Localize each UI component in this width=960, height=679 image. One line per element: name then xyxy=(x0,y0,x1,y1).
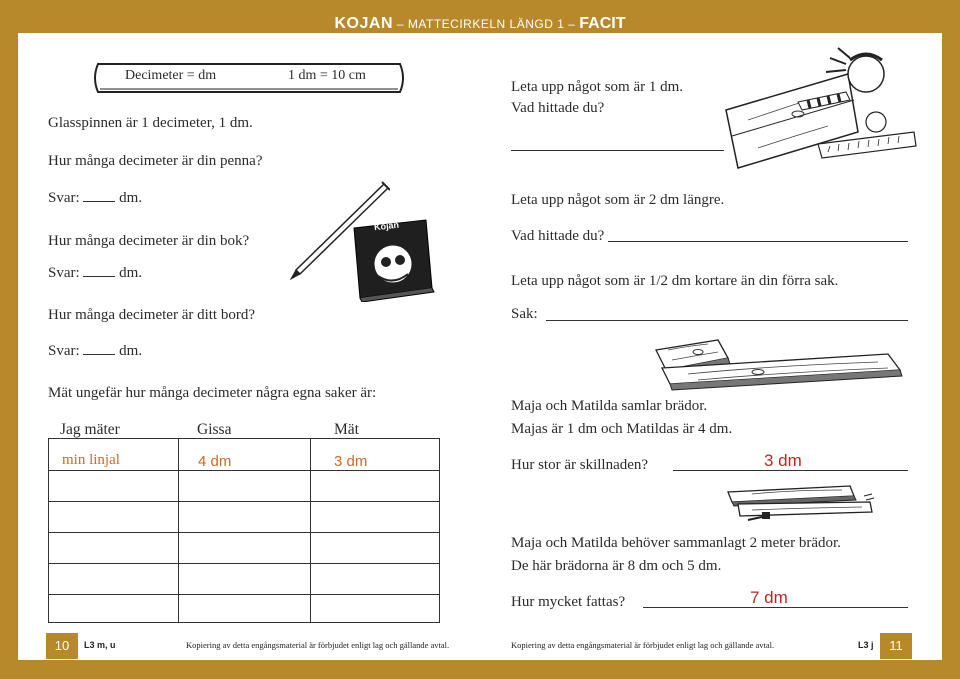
measure-intro: Mät ungefär hur många decimeter några egna saker är: xyxy=(48,385,377,401)
page-number-left: 10 xyxy=(46,633,78,659)
table-header-result: Mät xyxy=(334,421,359,438)
svar-label: Svar: xyxy=(48,265,80,281)
svar-label: Svar: xyxy=(48,190,80,206)
table-cell-guess: 4 dm xyxy=(198,453,232,470)
intro-text: Glasspinnen är 1 decimeter, 1 dm. xyxy=(48,115,253,131)
book-title: Kojan xyxy=(373,219,400,233)
answer-blank[interactable] xyxy=(83,353,115,355)
answer-pen-row xyxy=(48,190,142,207)
svar-label: Svar: xyxy=(48,343,80,359)
table-row-line xyxy=(48,563,440,564)
svar-unit: dm. xyxy=(119,190,143,206)
answer-book-row xyxy=(48,265,142,282)
page-number-right: 11 xyxy=(880,633,912,659)
problem2-line1: Maja och Matilda behöver sammanlagt 2 meter brädor. xyxy=(511,535,841,551)
table-row-line xyxy=(48,594,440,595)
task2-line2: Vad hittade du? xyxy=(511,228,605,244)
task3-label: Sak: xyxy=(511,306,538,322)
two-planks-illustration xyxy=(648,336,908,394)
question-book: Hur många decimeter är din bok? xyxy=(48,233,250,249)
task3-answer-line[interactable] xyxy=(546,320,908,321)
svar-unit: dm. xyxy=(119,265,143,281)
planks-hammer-illustration xyxy=(722,482,882,528)
table-row-line xyxy=(48,470,440,471)
problem1-question: Hur stor är skillnaden? xyxy=(511,457,649,473)
task1-line1: Leta upp något som är 1 dm. xyxy=(511,79,684,95)
code-left: L3 m, u xyxy=(84,640,116,650)
banner-right-text: 1 dm = 10 cm xyxy=(288,68,366,83)
bottom-frame xyxy=(0,660,960,679)
question-table: Hur många decimeter är ditt bord? xyxy=(48,307,255,323)
header xyxy=(0,0,960,33)
svar-unit: dm. xyxy=(119,343,143,359)
book-icon xyxy=(348,218,436,302)
answer-blank[interactable] xyxy=(83,275,115,277)
problem1-line1: Maja och Matilda samlar brädor. xyxy=(511,398,708,414)
table-col-divider xyxy=(310,438,311,623)
footer-bg xyxy=(18,630,942,660)
copyright-left: Kopiering av detta engångsmaterial är förbjudet enligt lag och gällande avtal. xyxy=(186,640,450,650)
table-row-line xyxy=(48,501,440,502)
task2-answer-line[interactable] xyxy=(608,241,908,242)
question-pen: Hur många decimeter är din penna? xyxy=(48,153,263,169)
answer-blank[interactable] xyxy=(83,200,115,202)
problem1-line2: Majas är 1 dm och Matildas är 4 dm. xyxy=(511,421,733,437)
table-header-guess: Gissa xyxy=(197,421,232,438)
problem2-line2: De här brädorna är 8 dm och 5 dm. xyxy=(511,558,722,574)
code-right: L3 j xyxy=(858,640,874,650)
task1-line2: Vad hittade du? xyxy=(511,100,605,116)
task3-line1: Leta upp något som är 1/2 dm kortare än din förra sak. xyxy=(511,273,839,289)
answer-table-row xyxy=(48,343,142,360)
problem1-answer: 3 dm xyxy=(764,451,802,470)
banner-left-text: Decimeter = dm xyxy=(125,68,217,83)
header-facit: FACIT xyxy=(579,15,626,32)
brand-title: KOJAN xyxy=(334,15,393,32)
table-col-divider xyxy=(178,438,179,623)
table-header-measure: Jag mäter xyxy=(60,421,120,438)
problem2-question: Hur mycket fattas? xyxy=(511,594,626,610)
table-cell-item: min linjal xyxy=(62,452,120,468)
header-subtitle: – MATTECIRKELN LÄNGD 1 – xyxy=(396,17,576,31)
table-cell-result: 3 dm xyxy=(334,453,368,470)
task2-line1: Leta upp något som är 2 dm längre. xyxy=(511,192,725,208)
table-row-line xyxy=(48,532,440,533)
girl-with-planks-illustration xyxy=(718,40,918,180)
task1-answer-line[interactable] xyxy=(511,150,724,151)
copyright-right: Kopiering av detta engångsmaterial är förbjudet enligt lag och gällande avtal. xyxy=(511,640,775,650)
problem2-answer: 7 dm xyxy=(750,588,788,607)
